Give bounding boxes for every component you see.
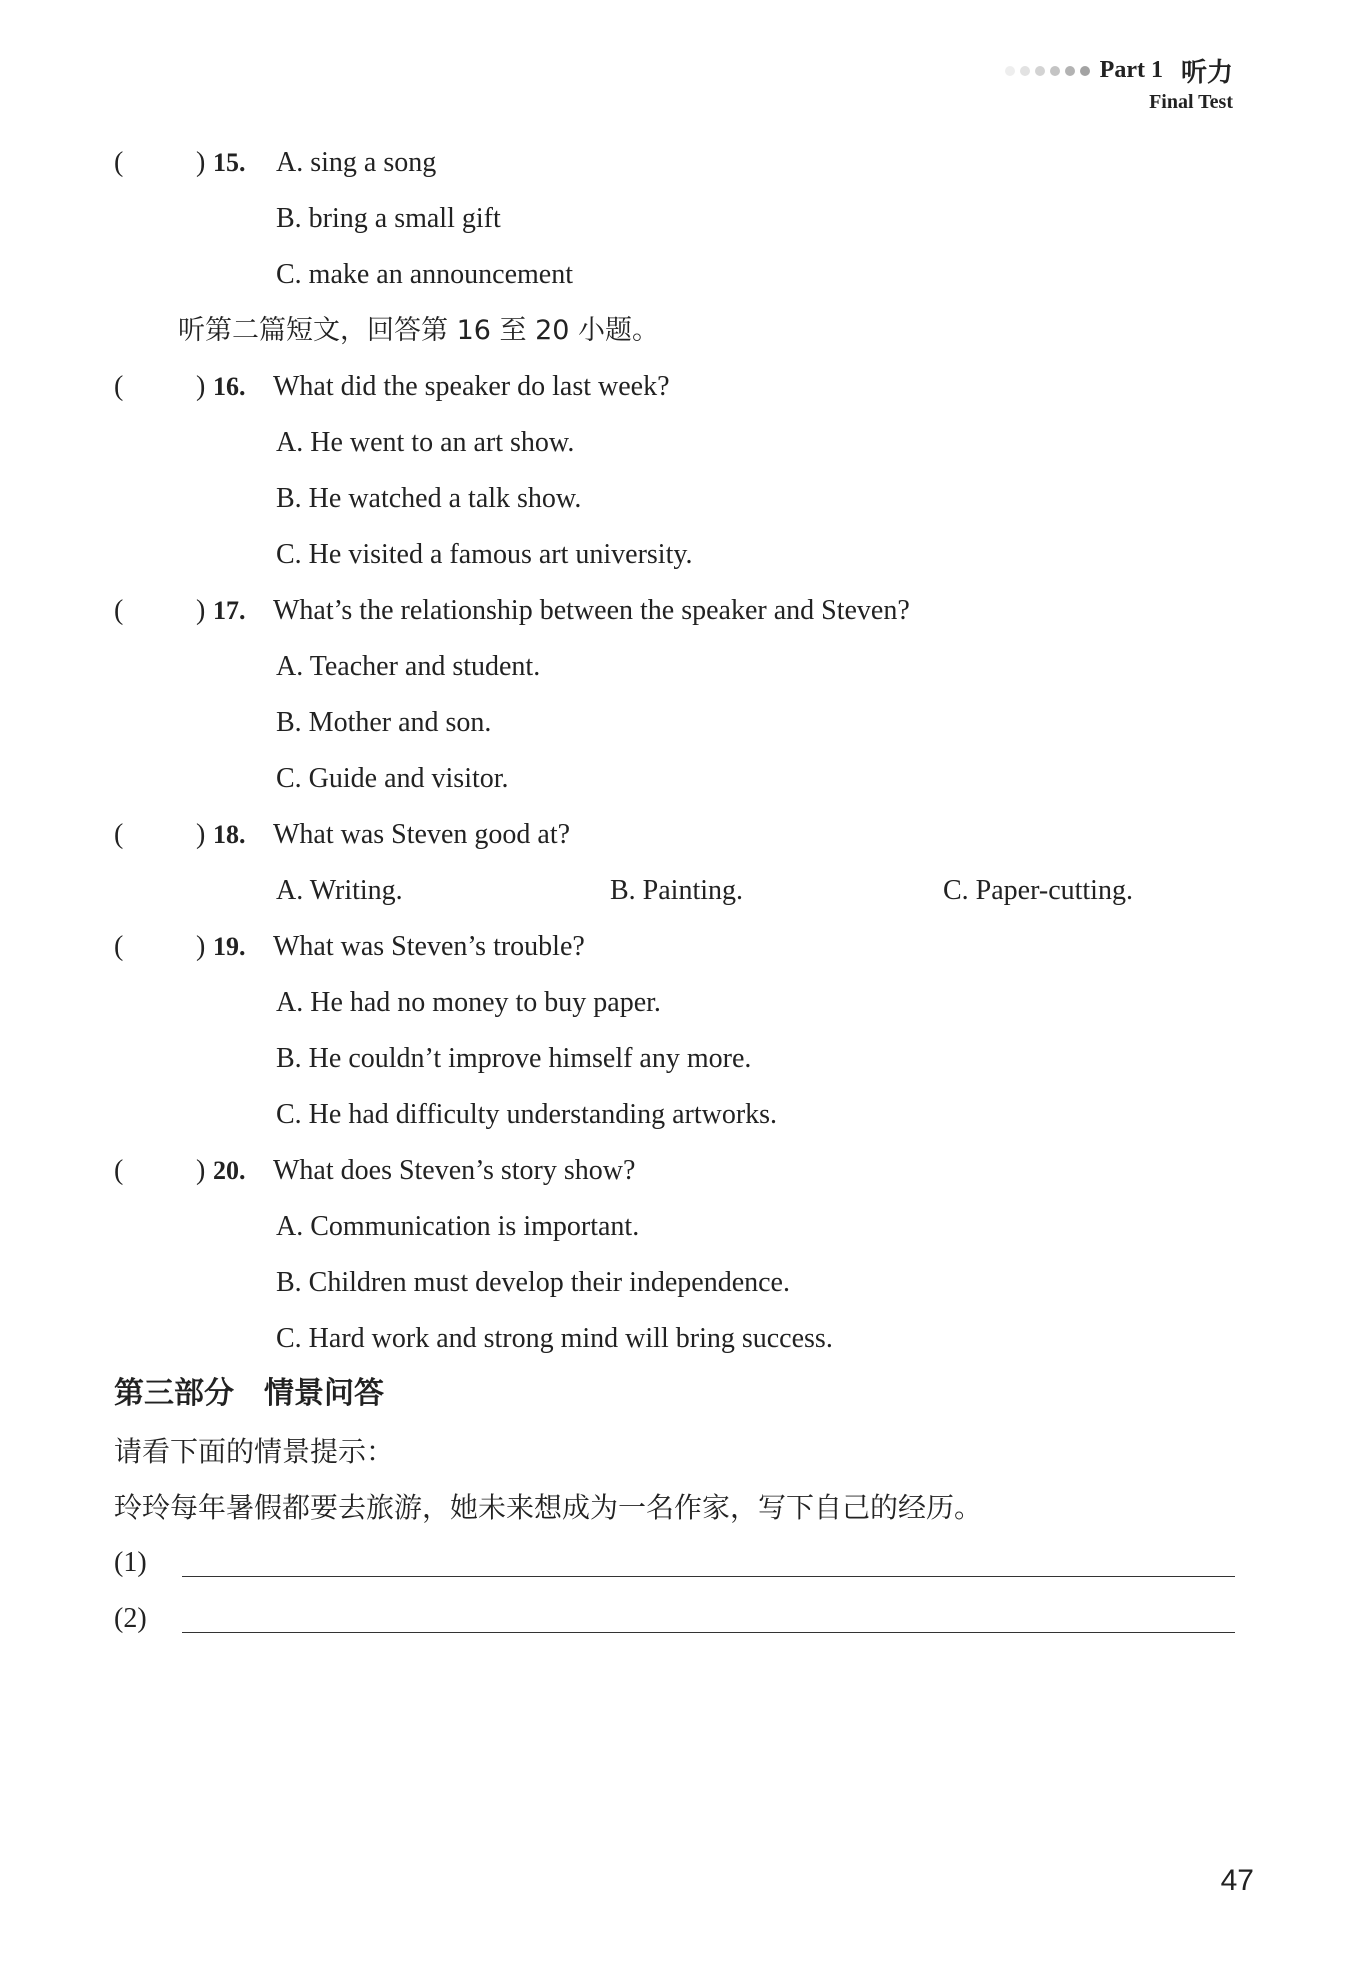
- answer-paren-close: ): [196, 595, 206, 626]
- answer-paren-open: (: [114, 147, 124, 178]
- dot-5: [1065, 66, 1075, 76]
- option-c: C. He visited a famous art university.: [276, 539, 693, 570]
- page-header: [1005, 52, 1233, 114]
- blank-label-1: (1): [114, 1547, 147, 1578]
- dot-1: [1005, 66, 1015, 76]
- question-text: What does Steven’s story show?: [273, 1155, 636, 1186]
- question-text: What did the speaker do last week?: [273, 371, 670, 402]
- answer-paren-open: (: [114, 371, 124, 402]
- dot-4: [1050, 66, 1060, 76]
- option-c: C. He had difficulty understanding artworks.: [276, 1099, 778, 1130]
- question-number: 20.: [213, 1156, 246, 1185]
- answer-paren-open: (: [114, 1155, 124, 1186]
- dot-6: [1080, 66, 1090, 76]
- question-number: 17.: [213, 596, 246, 625]
- question-number: 18.: [213, 820, 246, 849]
- option-b: B. He watched a talk show.: [276, 483, 582, 514]
- option-a: A. Communication is important.: [276, 1211, 640, 1242]
- answer-paren-open: (: [114, 931, 124, 962]
- dot-3: [1035, 66, 1045, 76]
- section-prompt: 请看下面的情景提示：: [114, 1435, 395, 1468]
- section-title: 第三部分 情景问答: [114, 1376, 384, 1411]
- answer-line-1[interactable]: [182, 1576, 1235, 1577]
- answer-paren-close: ): [196, 931, 206, 962]
- answer-paren-open: (: [114, 819, 124, 850]
- answer-paren-close: ): [196, 371, 206, 402]
- question-number: 15.: [213, 148, 246, 177]
- option-b: B. Mother and son.: [276, 707, 492, 738]
- question-number: 16.: [213, 372, 246, 401]
- part-title: Part 1: [1099, 57, 1163, 83]
- scenario-text: 玲玲每年暑假都要去旅游，她未来想成为一名作家，写下自己的经历。: [114, 1491, 983, 1524]
- answer-paren-open: (: [114, 595, 124, 626]
- option-b: B. Painting.: [610, 875, 744, 906]
- dot-2: [1020, 66, 1030, 76]
- question-text: What was Steven’s trouble?: [273, 931, 585, 962]
- question-text: What’s the relationship between the speaker and Steven?: [273, 595, 910, 626]
- question-number: 19.: [213, 932, 246, 961]
- option-c: C. Guide and visitor.: [276, 763, 509, 794]
- option-a: A. He went to an art show.: [276, 427, 575, 458]
- question-text: What was Steven good at?: [273, 819, 571, 850]
- answer-line-2[interactable]: [182, 1632, 1235, 1633]
- option-a: A. He had no money to buy paper.: [276, 987, 661, 1018]
- decorative-dots: [1005, 66, 1090, 76]
- header-top: [1005, 52, 1233, 89]
- option-a: A. Writing.: [276, 875, 403, 906]
- option-b: B. bring a small gift: [276, 203, 501, 234]
- option-b: B. He couldn’t improve himself any more.: [276, 1043, 752, 1074]
- page-number: 47: [1220, 1864, 1254, 1897]
- option-a: A. sing a song: [276, 147, 437, 178]
- option-c: C. Hard work and strong mind will bring success.: [276, 1323, 833, 1354]
- option-c: C. Paper-cutting.: [943, 875, 1133, 906]
- answer-paren-close: ): [196, 147, 206, 178]
- option-c: C. make an announcement: [276, 259, 574, 290]
- answer-paren-close: ): [196, 1155, 206, 1186]
- header-subtitle: Final Test: [1149, 91, 1233, 113]
- part-title-cn: 听力: [1180, 58, 1233, 88]
- option-a: A. Teacher and student.: [276, 651, 541, 682]
- listening-instruction: 听第二篇短文，回答第 16 至 20 小题。: [178, 315, 660, 346]
- answer-paren-close: ): [196, 819, 206, 850]
- option-b: B. Children must develop their independence.: [276, 1267, 790, 1298]
- blank-label-2: (2): [114, 1603, 147, 1634]
